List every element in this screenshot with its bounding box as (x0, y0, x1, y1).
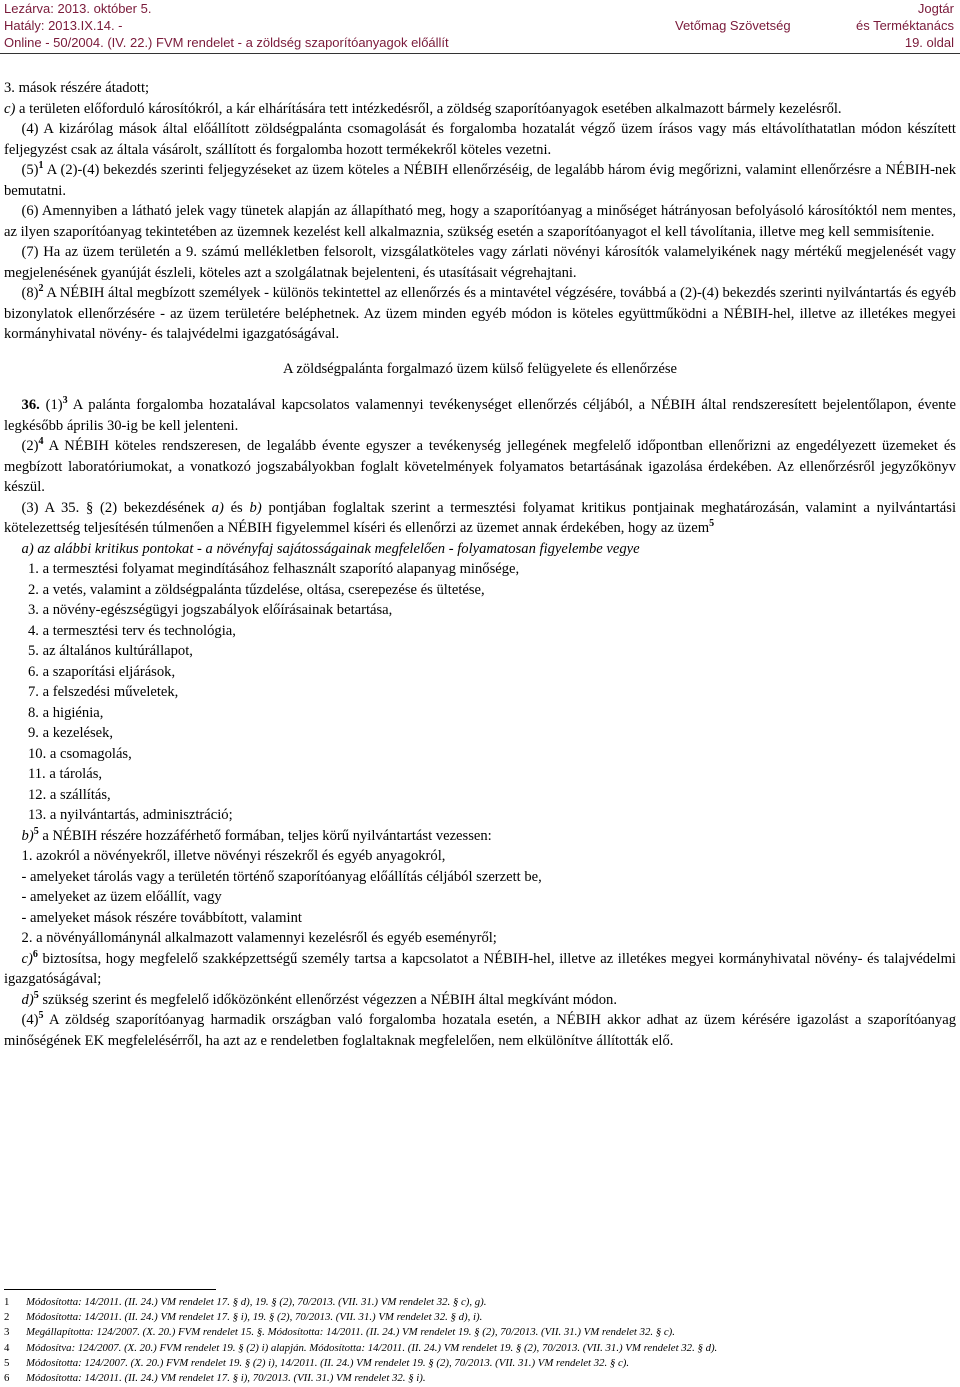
list-item (4, 764, 956, 785)
list-item (4, 805, 956, 826)
paragraph (4, 949, 956, 990)
header-left (4, 0, 449, 51)
footnote-ref: 1 (38, 160, 44, 172)
footnote (4, 1325, 956, 1340)
document-body (4, 78, 956, 1051)
text-run: 8. a higiénia, (28, 704, 104, 721)
paragraph (4, 160, 956, 201)
list-item (4, 580, 956, 601)
text-run: 13. a nyilvántartás, adminisztráció; (28, 807, 233, 823)
text-run: 36. (21, 397, 40, 413)
list-item (4, 723, 956, 744)
footnote-number: 5 (4, 1356, 10, 1369)
footnote-text: Módosította: 14/2011. (II. 24.) VM rendelet 17. § i), 19. § (2), 70/2013. (VII. 31.) VM rendelet 32. § d), i). (26, 1311, 483, 1324)
paragraph (4, 867, 956, 888)
text-run: A zöldség szaporítóanyag harmadik országban való forgalomba hozatala esetén, a NÉBIH akkor adhat az üzem kérésére igazolást a szaporítóanyag minőségének EK megfelelésérről, ha azt az e rendeletben foglaltaknak megfelelően, nem elkülönítve állították elő. (4, 1012, 956, 1049)
footnote-text: Módosította: 14/2011. (II. 24.) VM rendelet 17. § d), 19. § (2), 70/2013. (VII. 31.) VM rendelet 32. § c), g). (26, 1296, 487, 1308)
text-run: - amelyeket az üzem előállít, vagy (21, 889, 222, 905)
text-run: az alábbi kritikus pontokat - a növényfaj sajátosságainak megfelelően - folyamatosan figyelembe vegye (33, 540, 640, 557)
list-item (4, 662, 956, 683)
footnote-number: 6 (4, 1372, 10, 1385)
text-run: A NÉBIH által megbízott személyek - különös tekintettel az ellenőrzés és a mintavétel végzésére, továbbá a (2)-(4) bekezdés szerinti nyilvántartás és egyéb bizonylatok ellenőrzésére - az üzem területére beléphetnek. Az üzem minden egyéb módon is köteles együttműködni a NÉBIH-hel, illetve az illetékes megyei kormányhivatal növény- és talajvédelmi igazgatóságával. (4, 285, 956, 342)
text-run: (4) (21, 1012, 39, 1028)
footnote-text: Módosította: 124/2007. (X. 20.) FVM rendelet 19. § (2) i), 14/2011. (II. 24.) VM rendelet 19. § (2), 70/2013. (VII. 31.) VM rendelet 32. § c). (26, 1356, 630, 1369)
text-run: a) (21, 540, 34, 557)
footnote-divider (4, 1289, 216, 1290)
paragraph (4, 201, 956, 242)
footnote-ref: 2 (38, 283, 44, 295)
paragraph (4, 539, 956, 560)
header-right (856, 0, 954, 51)
text-run: pontjában foglaltak szerint a termesztési folyamat kritikus pontjainak meghatározásán, valamint a nyilvántartási kötelezettség teljesítésén túlmenően a NÉBIH figyelemmel kíséri és ellenőrzi az üzemet annak érdekében, hogy az üzem (4, 499, 956, 536)
text-run: d) (21, 991, 34, 1008)
footnote-ref: 5 (38, 1010, 44, 1022)
text-run: a területen előforduló károsítókról, a kár elhárítására tett intézkedésről, a zöldség szaporítóanyagok esetében alkalmazott bármely kezelésről. (15, 100, 842, 117)
page-header (0, 0, 960, 52)
header-center: Vetőmag Szövetség (675, 18, 791, 33)
text-run: A (2)-(4) bekezdés szerinti feljegyzéseket az üzem köteles a NÉBIH ellenőrzéséig, de legalább három évig megőrizni, valamint ellenőrzésre a NÉBIH-nek bemutatni. (4, 162, 956, 199)
text-run: c) (4, 100, 16, 117)
list-item (4, 559, 956, 580)
paragraph (4, 99, 956, 120)
text-run: 1. azokról a növényekről, illetve növényi részekről és egyéb anyagokról, (21, 848, 446, 864)
text-run: 12. a szállítás, (28, 786, 111, 803)
header-brand-sub: és Terméktanács (855, 18, 954, 33)
list-item (4, 744, 956, 765)
header-divider (0, 53, 960, 54)
footnote (4, 1371, 956, 1386)
text-run: (2) (21, 438, 39, 454)
text-run: b) (249, 499, 262, 516)
text-run: 5. az általános kultúrállapot, (28, 643, 193, 659)
paragraph (4, 928, 956, 949)
text-run: b) (21, 827, 34, 844)
footnotes (4, 1295, 956, 1386)
paragraph (4, 908, 956, 929)
text-run: biztosítsa, hogy megfelelő szakképzettségű személy tartsa a kapcsolatot a NÉBIH-hel, illetve az illetékes megyei kormányhivatal növény- és talajvédelmi igazgatóságával; (4, 950, 956, 987)
footnote-ref: 3 (62, 395, 68, 407)
footnote-text: Módosította: 14/2011. (II. 24.) VM rendelet 17. § i), 70/2013. (VII. 31.) VM rendelet 32. § i). (26, 1372, 426, 1385)
paragraph (4, 826, 956, 847)
paragraph (4, 119, 956, 160)
footnote-number: 4 (4, 1341, 10, 1354)
list-item (4, 703, 956, 724)
page-number: 19. oldal (904, 35, 954, 50)
list-item (4, 621, 956, 642)
paragraph (4, 846, 956, 867)
text-run: és (223, 499, 250, 516)
text-run: (5) (21, 162, 39, 178)
text-run: 6. a szaporítási eljárások, (28, 663, 176, 680)
paragraph (4, 78, 956, 99)
text-run: - amelyeket mások részére továbbított, valamint (21, 909, 302, 926)
paragraph (4, 887, 956, 908)
text-run: 9. a kezelések, (28, 725, 114, 741)
text-run: 3. mások részére átadott; (4, 80, 150, 96)
footnote-number: 1 (4, 1296, 10, 1308)
header-closed-date: Lezárva: 2013. október 5. (4, 1, 152, 16)
text-run: a) (211, 499, 224, 516)
text-run: (1) (39, 397, 63, 413)
text-run: (4) A kizárólag mások által előállított zöldségpalánta csomagolását és forgalomba hozatalát végző üzem írásos vagy más eltávolíthatatlan módon készített feljegyzést csak az általa vásárolt, szállított és forgalomba hozott termékekről köteles vezetni. (4, 121, 956, 158)
footnote (4, 1295, 956, 1310)
text-run: (8) (21, 285, 39, 301)
header-brand: Jogtár (917, 1, 954, 16)
text-run: 7. a felszedési műveletek, (28, 684, 179, 700)
footnote-ref: 5 (709, 518, 715, 530)
footnote-ref: 5 (33, 825, 39, 837)
paragraph (4, 1010, 956, 1051)
paragraph (4, 395, 956, 436)
text-run: A palánta forgalomba hozatalával kapcsolatos valamennyi tevékenységet ellenőrzés céljából, a NÉBIH által rendszeresített bejelentőlapon, évente legkésőbb április 30-ig be kell jelenteni. (4, 397, 957, 434)
text-run: 3. a növény-egészségügyi jogszabályok előírásainak betartása, (28, 602, 393, 618)
text-run: 4. a termesztési terv és technológia, (28, 622, 236, 639)
footnote-text: Módosítva: 124/2007. (X. 20.) FVM rendelet 19. § (2) i) alapján. Módosította: 14/2011. (II. 24.) VM rendelet 19. § (2), 70/2013. (VII. 31.) VM rendelet 32. § d). (26, 1341, 718, 1354)
header-effective-date: Hatály: 2013.IX.14. - (4, 18, 123, 33)
footnote-ref: 4 (38, 436, 44, 448)
paragraph (4, 283, 956, 345)
footnote (4, 1310, 956, 1325)
paragraph (4, 990, 956, 1011)
footnote-ref: 5 (33, 989, 39, 1001)
text-run: (7) Ha az üzem területén a 9. számú mellékletben felsorolt, vizsgálatköteles vagy zárlati növényi károsítók valamelyikének nagy mértékű megjelenését vagy megjelenésének gyanúját észleli, köteles azt a szolgálatnak bejelenteni, és utasításait végrehajtani. (4, 244, 956, 281)
text-run: - amelyeket tárolás vagy a területén történő szaporítóanyag előállítás céljából szerzett be, (21, 868, 542, 885)
text-run: 2. a növényállománynál alkalmazott valamennyi kezelésről és egyéb eseményről; (21, 930, 497, 946)
text-run: szükség szerint és megfelelő időközönként ellenőrzést végezzen a NÉBIH által megkívánt módon. (38, 991, 617, 1008)
text-run: A zöldségpalánta forgalmazó üzem külső felügyelete és ellenőrzése (282, 360, 677, 377)
text-run: 11. a tárolás, (28, 766, 103, 782)
list-item (4, 641, 956, 662)
text-run: 1. a termesztési folyamat megindításához felhasznált szaporító alapanyag minősége, (28, 561, 520, 577)
list-item (4, 600, 956, 621)
text-run: (6) Amennyiben a látható jelek vagy tünetek alapján az állapítható meg, hogy a szaporítóanyag a minőséget hátrányosan befolyásoló károsítóktól nem mentes, az ilyen szaporítóanyag tekintetében az üzemnek kezelést kell alkalmaznia, szükség esetén a szaporítóanyagot el kell távolítania, illetve meg kell semmisítenie. (4, 203, 956, 240)
paragraph (4, 498, 956, 539)
list-item (4, 682, 956, 703)
paragraph (4, 436, 956, 498)
footnote-number: 3 (4, 1326, 10, 1339)
text-run: (3) A 35. § (2) bekezdésének (21, 499, 212, 516)
text-run: 2. a vetés, valamint a zöldségpalánta tűzdelése, oltása, cserepezése és ültetése, (28, 581, 485, 598)
header-document-title: Online - 50/2004. (IV. 22.) FVM rendelet - a zöldség szaporítóanyagok előállít (4, 35, 449, 50)
text-run: a NÉBIH részére hozzáférhető formában, teljes körű nyilvántartást vezessen: (38, 827, 492, 844)
footnote (4, 1341, 956, 1356)
section-title (4, 359, 956, 380)
footnote (4, 1356, 956, 1371)
text-run: c) (21, 950, 33, 967)
footnote-ref: 6 (32, 948, 38, 960)
footnote-text: Megállapította: 124/2007. (X. 20.) FVM rendelet 15. §. Módosította: 14/2011. (II. 24.) VM rendelet 19. § (2), 70/2013. (VII. 31.) VM rendelet 32. § c). (26, 1326, 675, 1339)
text-run: A NÉBIH köteles rendszeresen, de legalább évente egyszer a tevékenység jellegének megfelelő időpontban ellenőrizni az engedélyezett üzemeket és megbízott laboratóriumokat, a vonatkozó jogszabályokban foglalt követelmények folyamatos betartásának igazolása érdekében. Az ellenőrzésről jegyzőkönyv készül. (4, 438, 956, 495)
paragraph (4, 242, 956, 283)
list-item (4, 785, 956, 806)
text-run: 10. a csomagolás, (28, 745, 132, 762)
footnote-number: 2 (4, 1311, 10, 1324)
